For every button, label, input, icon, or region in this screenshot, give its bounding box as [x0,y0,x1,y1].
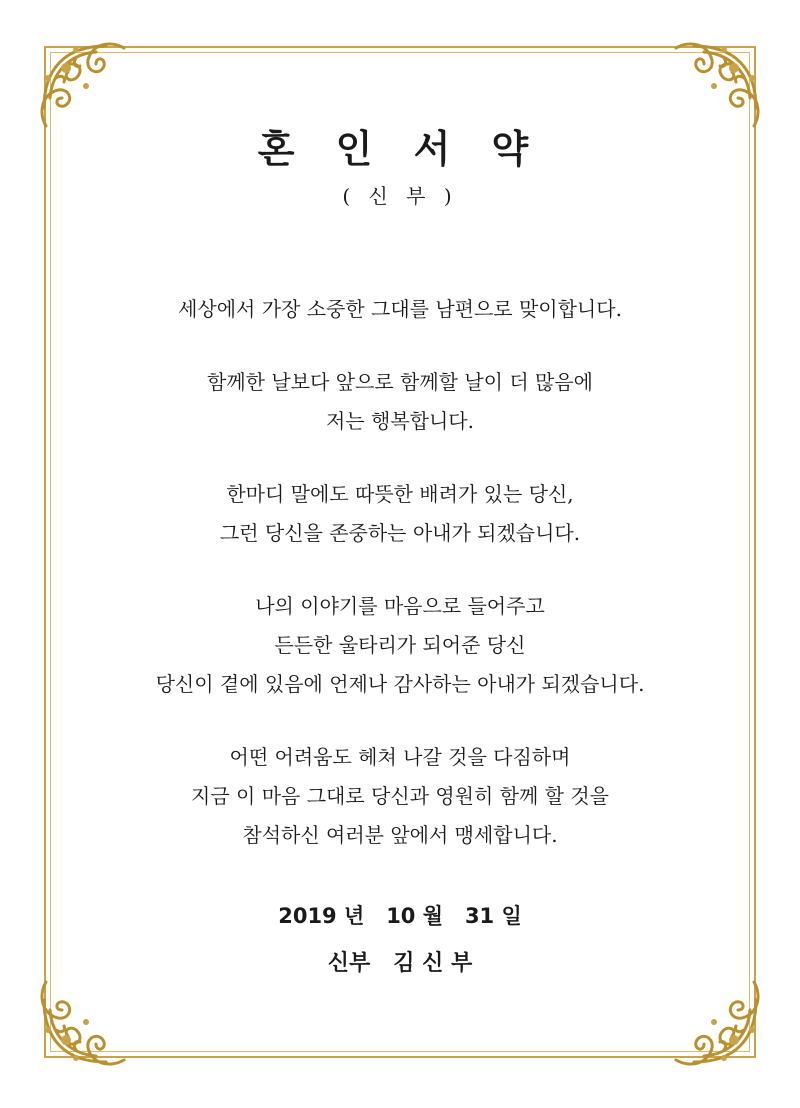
vow-paragraph [0,290,800,329]
vow-line: 그런 당신을 존중하는 아내가 되겠습니다. [219,521,581,545]
vow-line: 어떤 어려움도 헤쳐 나갈 것을 다짐하며 [229,745,571,769]
vow-body [0,290,800,889]
vow-paragraph [0,738,800,855]
vow-line: 나의 이야기를 마음으로 들어주고 [255,594,545,618]
vow-line: 세상에서 가장 소중한 그대를 남편으로 맞이합니다. [178,297,622,321]
vow-paragraph [0,475,800,553]
vow-line: 든든한 울타리가 되어준 당신 [274,633,526,657]
corner-ornament-icon [36,974,132,1070]
vow-line: 지금 이 마음 그대로 당신과 영원히 함께 할 것을 [191,784,609,808]
vow-line: 당신이 곁에 있음에 언제나 감사하는 아내가 되겠습니다. [155,672,645,696]
corner-ornament-icon [668,974,764,1070]
vow-line: 함께한 날보다 앞으로 함께할 날이 더 많음에 [207,370,593,394]
vow-paragraph [0,363,800,441]
document-date: 2019 년 10 월 31 일 [278,904,522,928]
document-subtitle: ( 신 부 ) [342,184,458,208]
document-title: 혼 인 서 약 [257,127,543,171]
vow-line: 참석하신 여러분 앞에서 맹세합니다. [242,823,558,847]
bride-signature: 신부 김 신 부 [327,951,473,976]
vow-paragraph [0,587,800,704]
vow-line: 저는 행복합니다. [326,409,474,433]
vow-line: 한마디 말에도 따뜻한 배려가 있는 당신, [226,482,574,506]
